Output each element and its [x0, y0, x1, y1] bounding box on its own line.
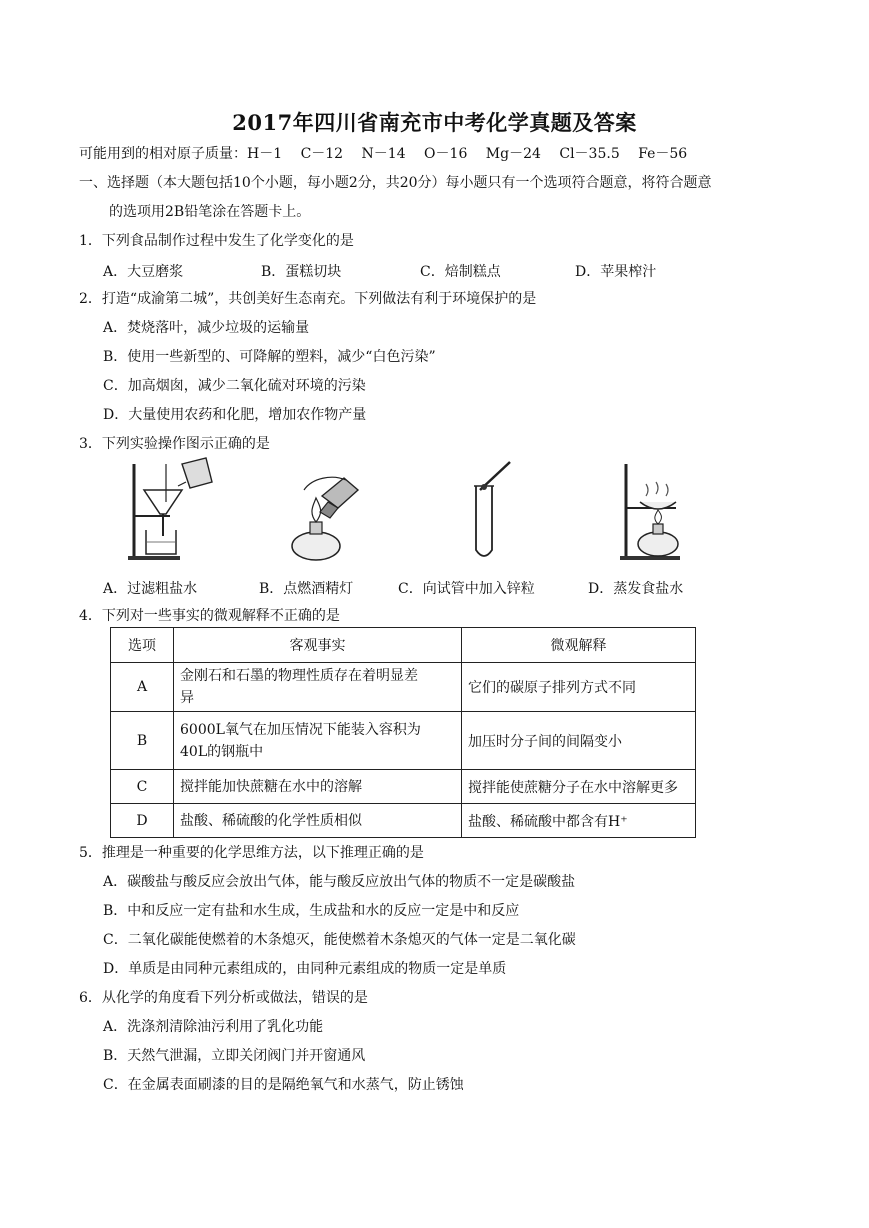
row-fact-line: 异 [180, 690, 194, 706]
table-row [111, 712, 696, 770]
q3-option-c: C．向试管中加入锌粒 [398, 581, 535, 597]
q1-option-c: C．焙制糕点 [420, 264, 501, 280]
q1-option-a: A．大豆磨浆 [103, 264, 184, 280]
q2-option-b: B．使用一些新型的、可降解的塑料，减少“白色污染” [103, 349, 436, 365]
section-heading: 一、选择题（本大题包括10个小题，每小题2分，共20分）每小题只有一个选项符合题意，将符合题意 [79, 175, 712, 191]
q3-option-a: A．过滤粗盐水 [103, 581, 198, 597]
row-explanation: 盐酸、稀硫酸中都含有H⁺ [462, 804, 696, 838]
q4-stem: 4．下列对一些事实的微观解释不正确的是 [79, 608, 340, 624]
q6-option-a: A．洗涤剂清除油污利用了乳化功能 [103, 1019, 324, 1035]
q2-stem: 2．打造“成渝第二城”，共创美好生态南充。下列做法有利于环境保护的是 [79, 291, 537, 307]
header-explanation: 微观解释 [462, 628, 696, 663]
row-option: A [111, 663, 174, 712]
table-row [111, 770, 696, 804]
q5-stem: 5．推理是一种重要的化学思维方法，以下推理正确的是 [79, 845, 424, 861]
q1-option-d: D．苹果榨汁 [575, 264, 657, 280]
row-fact [174, 712, 462, 770]
row-explanation: 它们的碳原子排列方式不同 [462, 663, 696, 712]
row-explanation: 加压时分子间的间隔变小 [462, 712, 696, 770]
q5-option-d: D．单质是由同种元素组成的，由同种元素组成的物质一定是单质 [103, 961, 507, 977]
q5-option-c: C．二氧化碳能使燃着的木条熄灭，能使燃着木条熄灭的气体一定是二氧化碳 [103, 932, 576, 948]
q6-option-b: B．天然气泄漏，立即关闭阀门并开窗通风 [103, 1048, 366, 1064]
table-row [111, 804, 696, 838]
q2-option-d: D．大量使用农药和化肥，增加农作物产量 [103, 407, 367, 423]
row-option: C [111, 770, 174, 804]
row-option: B [111, 712, 174, 770]
evaporation-apparatus-figure [616, 456, 696, 566]
alcohol-lamp-figure [286, 456, 366, 566]
header-option: 选项 [111, 628, 174, 663]
row-fact-line: 6000L氧气在加压情况下能装入容积为 [180, 721, 421, 738]
section-heading-cont: 的选项用2B铅笔涂在答题卡上。 [109, 204, 311, 220]
q2-option-a: A．焚烧落叶，减少垃圾的运输量 [103, 320, 310, 336]
row-fact [174, 663, 462, 712]
page-title: 2017年四川省南充市中考化学真题及答案 [232, 110, 637, 135]
q6-option-c: C．在金属表面刷漆的目的是隔绝氧气和水蒸气，防止锈蚀 [103, 1077, 464, 1093]
row-explanation: 搅拌能使蔗糖分子在水中溶解更多 [462, 770, 696, 804]
row-fact: 搅拌能加快蔗糖在水中的溶解 [174, 770, 462, 804]
q1-option-b: B．蛋糕切块 [261, 264, 342, 280]
q3-stem: 3．下列实验操作图示正确的是 [79, 436, 270, 452]
facts-table [110, 627, 696, 838]
row-fact-line: 40L的钢瓶中 [180, 743, 264, 760]
q1-stem: 1．下列食品制作过程中发生了化学变化的是 [79, 233, 354, 249]
header-fact: 客观事实 [174, 628, 462, 663]
row-fact-line: 金刚石和石墨的物理性质存在着明显差 [180, 668, 418, 684]
row-option: D [111, 804, 174, 838]
q3-option-b: B．点燃酒精灯 [259, 581, 354, 597]
atomic-masses: 可能用到的相对原子质量：H－1 C－12 N－14 O－16 Mg－24 Cl－35.5 Fe－56 [79, 146, 688, 162]
table-row [111, 663, 696, 712]
q5-option-b: B．中和反应一定有盐和水生成，生成盐和水的反应一定是中和反应 [103, 903, 520, 919]
q2-option-c: C．加高烟囱，减少二氧化硫对环境的污染 [103, 378, 366, 394]
filtration-apparatus-figure [122, 456, 214, 566]
row-fact: 盐酸、稀硫酸的化学性质相似 [174, 804, 462, 838]
q5-option-a: A．碳酸盐与酸反应会放出气体，能与酸反应放出气体的物质不一定是碳酸盐 [103, 874, 576, 890]
q3-option-d: D．蒸发食盐水 [588, 581, 684, 597]
test-tube-figure [466, 456, 526, 566]
q6-stem: 6．从化学的角度看下列分析或做法，错误的是 [79, 990, 368, 1006]
table-header-row [111, 628, 696, 663]
